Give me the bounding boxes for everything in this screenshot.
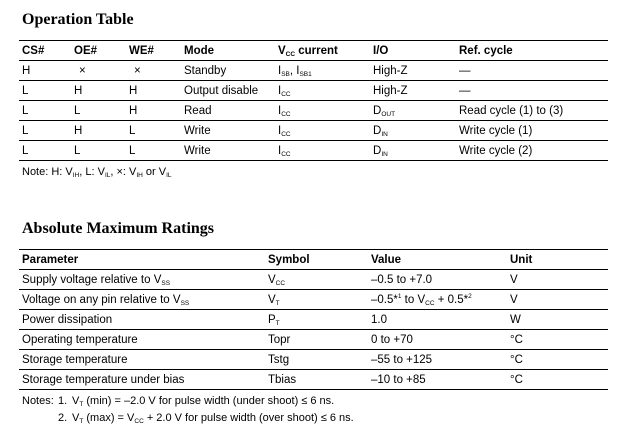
col-vcc-current: $V_{CC}$ current: [275, 41, 370, 61]
col-value: Value: [368, 250, 507, 270]
table-row: Supply voltage relative to $V_{SS}$ $V_{CC}$ –0.5 to +7.0 V: [19, 270, 608, 290]
col-ref-cycle: Ref. cycle: [456, 41, 608, 61]
col-parameter: Parameter: [19, 250, 265, 270]
amr-table: [19, 249, 608, 390]
table-header-row: [19, 250, 608, 270]
col-we: WE#: [126, 41, 181, 61]
table-row: L L L Write $I_{CC}$ $D_{IN}$ Write cycle (2): [19, 141, 608, 161]
col-mode: Mode: [181, 41, 275, 61]
col-symbol: Symbol: [265, 250, 368, 270]
table-row: Power dissipation $P_T$ 1.0 W: [19, 310, 608, 330]
col-io: I/O: [370, 41, 456, 61]
operation-table-note: Note: H: $V_{IH}$, L: $V_{IL}$, ×: $V_{IH}$ or $V_{IL}$: [22, 166, 172, 179]
col-cs: CS#: [19, 41, 71, 61]
table-row: Operating temperature Topr 0 to +70 °C: [19, 330, 608, 350]
col-unit: Unit: [507, 250, 608, 270]
operation-table: [19, 40, 608, 161]
table-row: L H L Write $I_{CC}$ $D_{IN}$ Write cycle (1): [19, 121, 608, 141]
operation-table-title: Operation Table: [22, 11, 134, 28]
table-row: L H H Output disable $I_{CC}$ High-Z —: [19, 81, 608, 101]
table-row: Storage temperature Tstg –55 to +125 °C: [19, 350, 608, 370]
table-row: L L H Read $I_{CC}$ $D_{OUT}$ Read cycle (1) to (3): [19, 101, 608, 121]
table-row: Storage temperature under bias Tbias –10 to +85 °C: [19, 370, 608, 390]
table-row: H × × Standby $I_{SB}$, $I_{SB1}$ High-Z —: [19, 61, 608, 81]
table-header-row: [19, 41, 608, 61]
col-oe: OE#: [71, 41, 126, 61]
amr-note-1: Notes: 1. $V_T$ (min) = –2.0 V for pulse width (under shoot) ≤ 6 ns.: [22, 395, 335, 408]
amr-table-title: Absolute Maximum Ratings: [22, 220, 215, 237]
amr-note-2: 2. $V_T$ $(\max) = V_{CC} + 2.0$ V for pulse width (over shoot) ≤ 6 ns.: [58, 412, 354, 425]
table-row: Voltage on any pin relative to $V_{SS}$ $V_T$ –0.5*$^1$ to $V_{CC} + 0.5*^2$ V: [19, 290, 608, 310]
